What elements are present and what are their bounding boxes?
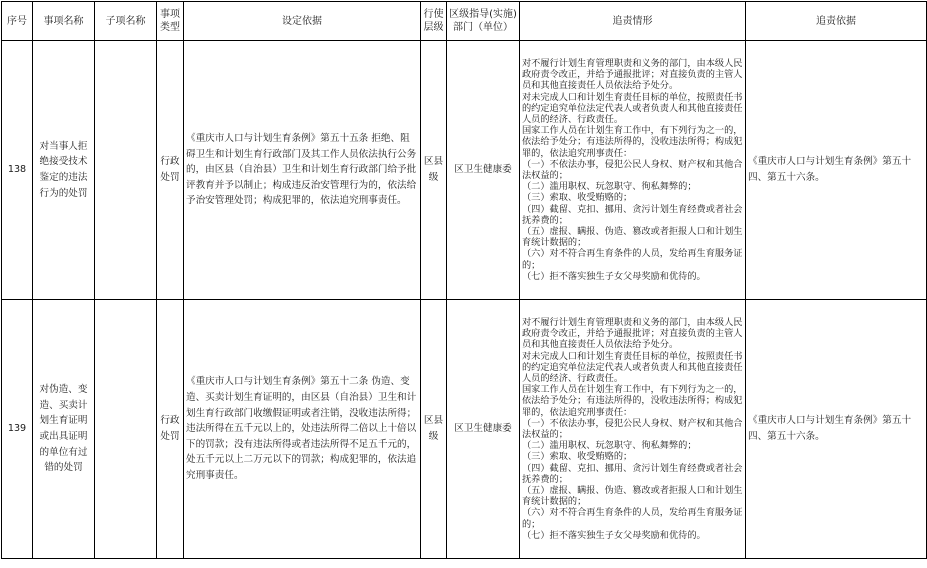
table-row	[2, 300, 927, 559]
situation-line: 国家工作人员在计划生育工作中，有下列行为之一的，依法给予处分；有违法所得的，没收违法所得；构成犯罪的，依法追究刑事责任：	[522, 125, 743, 159]
cell-level: 区县级	[421, 300, 447, 559]
header-item-type: 事项类型	[157, 2, 184, 41]
header-row	[2, 2, 927, 41]
situation-line: 对不履行计划生育管理职责和义务的部门，由本级人民政府责令改正，并给予通报批评；对直接负责的主管人员和其他直接责任人员依法给予处分。	[522, 57, 743, 92]
cell-basis: 《重庆市人口与计划生育条例》第五十五条 拒绝、阻碍卫生和计划生育行政部门及其工作人员依法执行公务的，由区县（自治县）卫生和计划生育行政部门给予批评教育并予以制止；构成违反治安管理行为的，依法给予治安管理处罚；构成犯罪的，依法追究刑事责任。	[184, 41, 421, 300]
situation-line: （四）截留、克扣、挪用、贪污计划生育经费或者社会抚养费的；	[522, 203, 743, 226]
situation-line: （四）截留、克扣、挪用、贪污计划生育经费或者社会抚养费的；	[522, 462, 743, 485]
situation-line: （二）滥用职权、玩忽职守、徇私舞弊的；	[522, 440, 697, 452]
situation-line: 对不履行计划生育管理职责和义务的部门，由本级人民政府责令改正，并给予通报批评；对直接负责的主管人员和其他直接责任人员依法给予处分。	[522, 316, 743, 351]
header-situations: 追责情形	[520, 2, 746, 41]
accountability-table	[1, 1, 927, 559]
cell-seq: 138	[2, 41, 33, 300]
situation-line: （五）虚报、瞒报、伪造、篡改或者拒报人口和计划生育统计数据的；	[522, 485, 743, 508]
header-dept: 区级指导(实施)部门（单位）	[447, 2, 520, 41]
situation-line: （六）对不符合再生育条件的人员，发给再生育服务证的；	[522, 248, 743, 271]
cell-dept: 区卫生健康委	[447, 300, 520, 559]
header-item-name: 事项名称	[33, 2, 95, 41]
cell-sub-item-name	[95, 300, 157, 559]
cell-accountability-basis: 《重庆市人口与计划生育条例》第五十四、第五十六条。	[746, 300, 927, 559]
situation-line: （三）索取、收受贿赂的；	[522, 451, 633, 463]
cell-accountability-basis: 《重庆市人口与计划生育条例》第五十四、第五十六条。	[746, 41, 927, 300]
situation-line: 国家工作人员在计划生育工作中，有下列行为之一的，依法给予处分；有违法所得的，没收违法所得；构成犯罪的，依法追究刑事责任：	[522, 384, 743, 418]
cell-basis: 《重庆市人口与计划生育条例》第五十二条 伪造、变造、买卖计划生育证明的，由区县（自治县）卫生和计划生育行政部门收缴假证明或者注销，没收违法所得；违法所得在五千元以上的，处违法所得二倍以上十倍以下的罚款；没有违法所得或者违法所得不足五千元的，处五千元以上二万元以下的罚款；构成犯罪的，依法追究刑事责任。	[184, 300, 421, 559]
cell-sub-item-name	[95, 41, 157, 300]
cell-item-name: 对伪造、变造、买卖计划生育证明或出具证明的单位有过错的处罚	[33, 300, 95, 559]
situation-line: （一）不依法办事，侵犯公民人身权、财产权和其他合法权益的；	[522, 158, 743, 181]
situation-line: （六）对不符合再生育条件的人员，发给再生育服务证的；	[522, 507, 743, 530]
cell-situations	[520, 41, 746, 300]
header-seq: 序号	[2, 2, 33, 41]
situation-line: （七）拒不落实独生子女父母奖励和优待的。	[522, 529, 706, 541]
header-sub-item-name: 子项名称	[95, 2, 157, 41]
situation-line: （五）虚报、瞒报、伪造、篡改或者拒报人口和计划生育统计数据的；	[522, 226, 743, 249]
table-row	[2, 41, 927, 300]
situation-line: （一）不依法办事，侵犯公民人身权、财产权和其他合法权益的；	[522, 417, 743, 440]
situation-line: （二）滥用职权、玩忽职守、徇私舞弊的；	[522, 181, 697, 193]
cell-seq: 139	[2, 300, 33, 559]
cell-situations	[520, 300, 746, 559]
cell-item-type: 行政处罚	[157, 41, 184, 300]
situation-line: 对未完成人口和计划生育责任目标的单位，按照责任书的约定追究单位法定代表人或者负责人和其他直接责任人员的经济、行政责任。	[522, 350, 743, 384]
situation-line: （七）拒不落实独生子女父母奖励和优待的。	[522, 270, 706, 282]
situation-line: （三）索取、收受贿赂的；	[522, 192, 633, 204]
cell-level: 区县级	[421, 41, 447, 300]
header-level: 行使层级	[421, 2, 447, 41]
cell-item-type: 行政处罚	[157, 300, 184, 559]
cell-item-name: 对当事人拒绝接受技术鉴定的违法行为的处罚	[33, 41, 95, 300]
header-basis: 设定依据	[184, 2, 421, 41]
situation-line: 对未完成人口和计划生育责任目标的单位，按照责任书的约定追究单位法定代表人或者负责人和其他直接责任人员的经济、行政责任。	[522, 91, 743, 125]
header-accountability-basis: 追责依据	[746, 2, 927, 41]
cell-dept: 区卫生健康委	[447, 41, 520, 300]
